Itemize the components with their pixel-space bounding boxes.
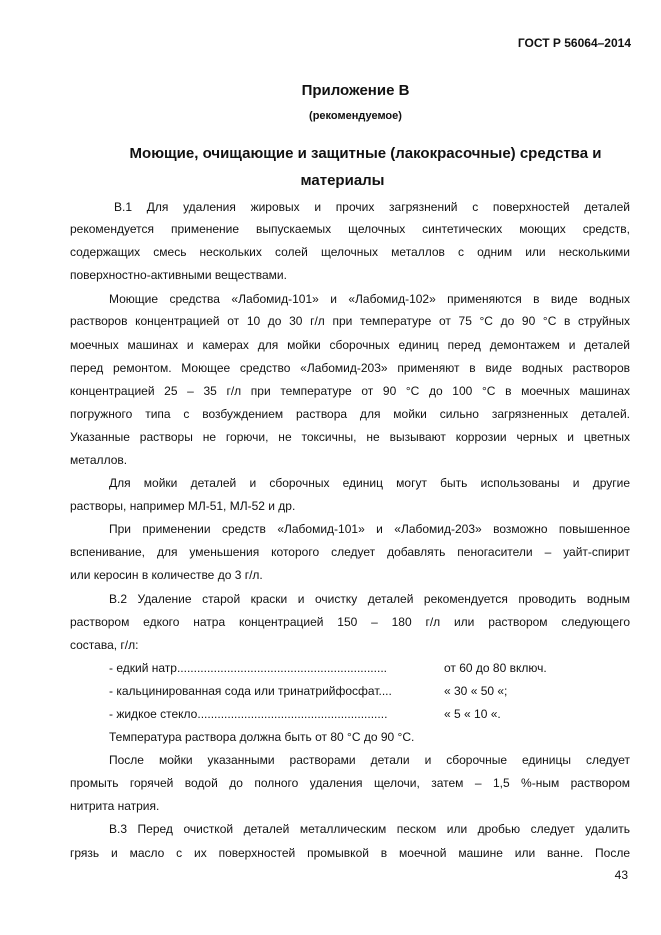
standard-number: ГОСТ Р 56064–2014 bbox=[517, 36, 631, 50]
text-line: Моющие средства «Лабомид-101» и «Лабомид-102» применяются в виде водных bbox=[109, 292, 630, 306]
text-line: В.3 Перед очисткой деталей металлическим песком или дробью следует удалить bbox=[109, 822, 630, 836]
composition-value: « 5 « 10 «. bbox=[444, 707, 501, 721]
text-line: состава, г/л: bbox=[70, 638, 139, 652]
text-line: содержащих смесь нескольких солей щелочных металлов с одним или несколькими bbox=[70, 245, 630, 259]
section-title-line-1: Моющие, очищающие и защитные (лакокрасочные) средства и bbox=[129, 145, 602, 162]
text-line: моечных машинах и камерах для мойки сборочных единиц перед демонтажем и деталей bbox=[70, 338, 630, 352]
text-line: После мойки указанными растворами детали и сборочные единицы следует bbox=[109, 753, 630, 767]
text-line: погружного типа с возбуждением раствора для мойки сильно загрязненных деталей. bbox=[70, 407, 630, 421]
text-line: Указанные растворы не горючи, не токсичны, не вызывают коррозии черных и цветных bbox=[70, 430, 630, 444]
text-line: Для мойки деталей и сборочных единиц могут быть использованы и другие bbox=[109, 476, 630, 490]
text-line: нитрита натрия. bbox=[70, 799, 160, 813]
text-line: В.1 Для удаления жировых и прочих загрязнений с поверхностей деталей bbox=[114, 200, 630, 214]
text-line: концентрацией 25 – 35 г/л при температуре от 90 °С до 100 °С в моечных машинах bbox=[70, 384, 630, 398]
composition-item: - кальцинированная сода или тринатрийфосфат.... bbox=[109, 684, 392, 698]
section-title-line-2: материалы bbox=[300, 172, 385, 189]
composition-item: - едкий натр............................................................... bbox=[109, 661, 387, 675]
text-line: или керосин в количестве до 3 г/л. bbox=[70, 568, 263, 582]
composition-value: от 60 до 80 включ. bbox=[444, 661, 547, 675]
text-line: поверхностно-активными веществами. bbox=[70, 268, 287, 282]
page-number: 43 bbox=[614, 868, 628, 882]
text-line: перед ремонтом. Моющее средство «Лабомид-203» применяют в виде водных растворов bbox=[70, 361, 630, 375]
text-line: растворы, например МЛ-51, МЛ-52 и др. bbox=[70, 499, 296, 513]
text-line: При применении средств «Лабомид-101» и «Лабомид-203» возможно повышенное bbox=[109, 522, 630, 536]
text-line: вспенивание, для уменьшения которого следует добавлять пеногасители – уайт-спирит bbox=[70, 545, 630, 559]
text-line: растворов концентрацией от 10 до 30 г/л при температуре от 75 °С до 90 °С в струйных bbox=[70, 314, 630, 328]
text-line: Температура раствора должна быть от 80 °С до 90 °С. bbox=[109, 730, 415, 744]
text-line: грязь и масло с их поверхностей промывкой в моечной машине или ванне. После bbox=[70, 846, 630, 860]
appendix-subtitle: (рекомендуемое) bbox=[309, 110, 402, 122]
text-line: раствором едкого натра концентрацией 150 – 180 г/л или раствором следующего bbox=[70, 615, 630, 629]
text-line: рекомендуется применение выпускаемых щелочных синтетических моющих средств, bbox=[70, 222, 630, 236]
text-line: промыть горячей водой до полного удаления щелочи, затем – 1,5 %-ным раствором bbox=[70, 776, 630, 790]
text-line: металлов. bbox=[70, 453, 128, 467]
composition-value: « 30 « 50 «; bbox=[444, 684, 508, 698]
appendix-title: Приложение В bbox=[301, 82, 410, 99]
composition-item: - жидкое стекло......................................................... bbox=[109, 707, 388, 721]
text-line: В.2 Удаление старой краски и очистку деталей рекомендуется проводить водным bbox=[109, 592, 630, 606]
